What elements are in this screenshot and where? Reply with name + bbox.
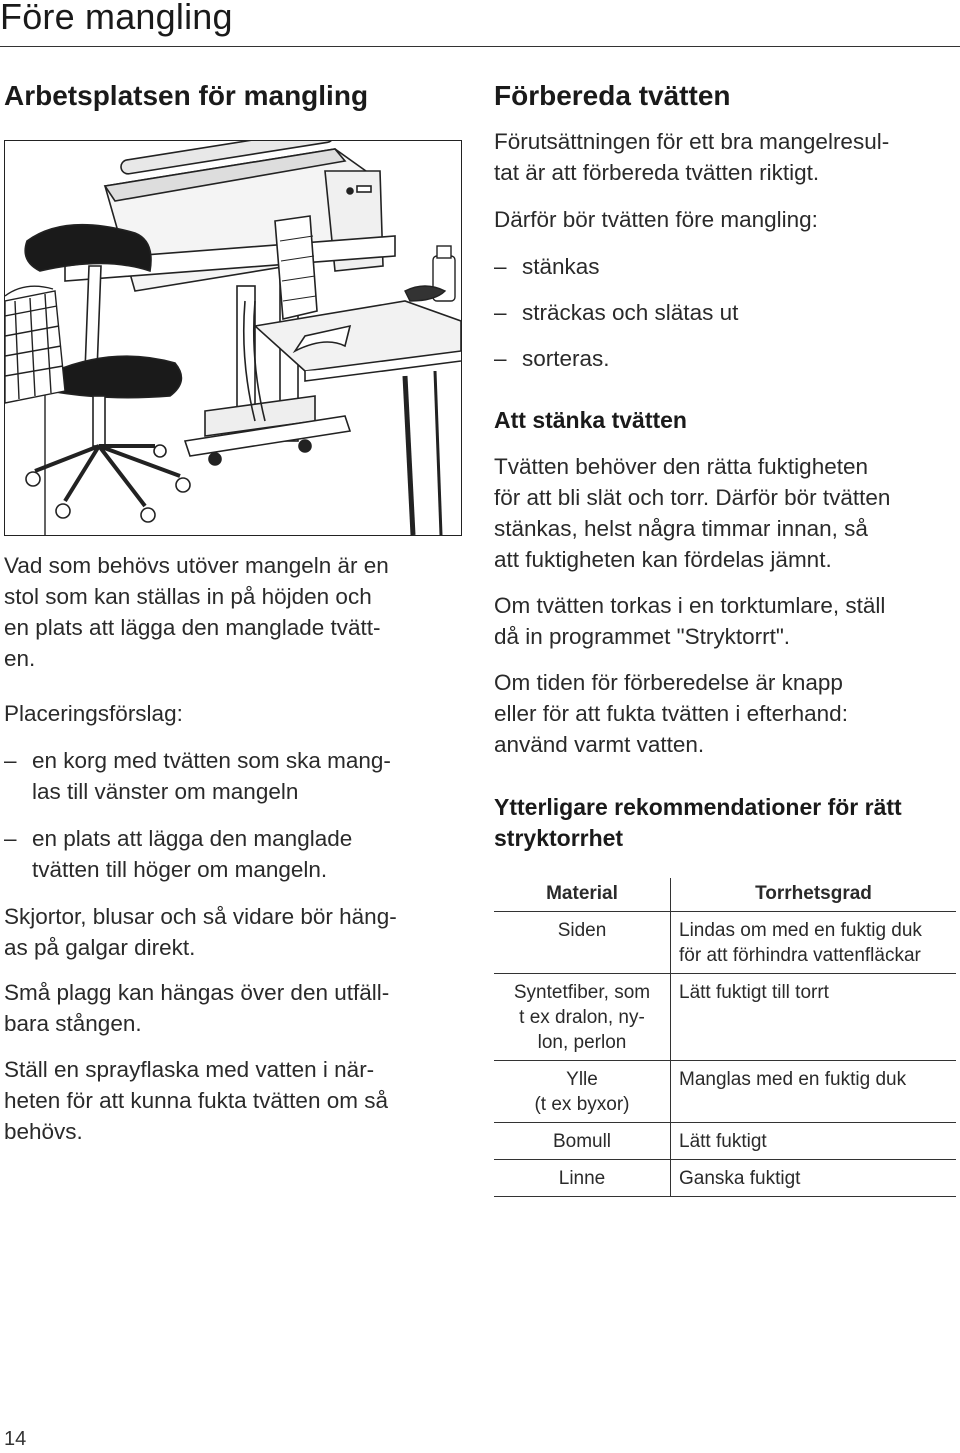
intro-line-4: en. bbox=[4, 646, 36, 671]
cell-material: Syntetfiber, som t ex dralon, ny- lon, perlon bbox=[494, 974, 671, 1061]
list-item: – en korg med tvätten som ska mang- las till vänster om mangeln bbox=[4, 745, 466, 807]
intro-line-1: Vad som behövs utöver mangeln är en bbox=[4, 553, 389, 578]
placement-list bbox=[4, 745, 466, 885]
page-number: 14 bbox=[4, 1428, 27, 1450]
table-row bbox=[494, 1123, 956, 1160]
cell-grade: Ganska fuktigt bbox=[671, 1160, 957, 1197]
column-header-material: Material bbox=[494, 878, 671, 912]
para-shirts: Skjortor, blusar och så vidare bör häng- as på galgar direkt. bbox=[4, 904, 397, 960]
before-label: Därför bör tvätten före mangling: bbox=[494, 207, 818, 232]
spray-bottle-icon bbox=[405, 246, 455, 301]
heading-prepare: Förbereda tvätten bbox=[494, 80, 731, 111]
sprinkle-para-1: Tvätten behöver den rätta fuktigheten för att bli slät och torr. Därför bör tvätten stänkas, helst några timmar innan, så att fuktigheten kan fördelas jämnt. bbox=[494, 454, 891, 572]
prepare-intro-1: Förutsättningen för ett bra mangelresul- bbox=[494, 129, 890, 154]
intro-line-2: stol som kan ställas in på höjden och bbox=[4, 584, 372, 609]
cell-material: Siden bbox=[494, 912, 671, 974]
cell-grade: Lätt fuktigt till torrt bbox=[671, 974, 957, 1061]
list-item: – stänkas bbox=[494, 251, 960, 282]
para-small-items: Små plagg kan hängas över den utfäll- bara stången. bbox=[4, 980, 390, 1036]
subheading-sprinkle: Att stänka tvätten bbox=[494, 407, 687, 433]
left-column bbox=[4, 78, 466, 1147]
workplace-illustration bbox=[4, 140, 462, 536]
sprinkle-para-3: Om tiden för förberedelse är knapp eller för att fukta tvätten i efterhand: använd varmt vatten. bbox=[494, 670, 848, 757]
prepare-intro-2: tat är att förbereda tvätten riktigt. bbox=[494, 160, 820, 185]
list-item: – en plats att lägga den manglade tvätten till höger om mangeln. bbox=[4, 823, 466, 885]
column-header-dryness: Torrhetsgrad bbox=[671, 878, 957, 912]
cell-grade: Lätt fuktigt bbox=[671, 1123, 957, 1160]
para-spray: Ställ en sprayflaska med vatten i när- heten för att kunna fukta tvätten om så behövs. bbox=[4, 1057, 388, 1144]
cell-material: Ylle (t ex byxor) bbox=[494, 1061, 671, 1123]
before-list bbox=[494, 251, 960, 374]
table-header-row bbox=[494, 878, 956, 912]
cell-material: Linne bbox=[494, 1160, 671, 1197]
dryness-table bbox=[494, 878, 956, 1197]
subheading-recommendations: Ytterligare rekommendationer för rätt stryktorrhet bbox=[494, 794, 902, 851]
intro-line-3: en plats att lägga den manglade tvätt- bbox=[4, 615, 381, 640]
placement-label: Placeringsförslag: bbox=[4, 701, 183, 726]
cell-material: Bomull bbox=[494, 1123, 671, 1160]
page-title: Före mangling bbox=[0, 0, 233, 37]
heading-workplace: Arbetsplatsen för mangling bbox=[4, 80, 369, 111]
table-row bbox=[494, 1160, 956, 1197]
list-item: – sträckas och slätas ut bbox=[494, 297, 960, 328]
title-divider bbox=[0, 46, 960, 47]
cell-grade: Lindas om med en fuktig duk för att förhindra vattenfläckar bbox=[671, 912, 957, 974]
table-row bbox=[494, 974, 956, 1061]
table-row bbox=[494, 1061, 956, 1123]
laundry-basket-icon bbox=[5, 286, 65, 403]
list-item: – sorteras. bbox=[494, 343, 960, 374]
table-row bbox=[494, 912, 956, 974]
cell-grade: Manglas med en fuktig duk bbox=[671, 1061, 957, 1123]
ironer-machine-icon bbox=[65, 141, 395, 465]
right-column bbox=[494, 78, 960, 1197]
sprinkle-para-2: Om tvätten torkas i en torktumlare, ställ då in programmet "Stryktorrt". bbox=[494, 593, 886, 649]
